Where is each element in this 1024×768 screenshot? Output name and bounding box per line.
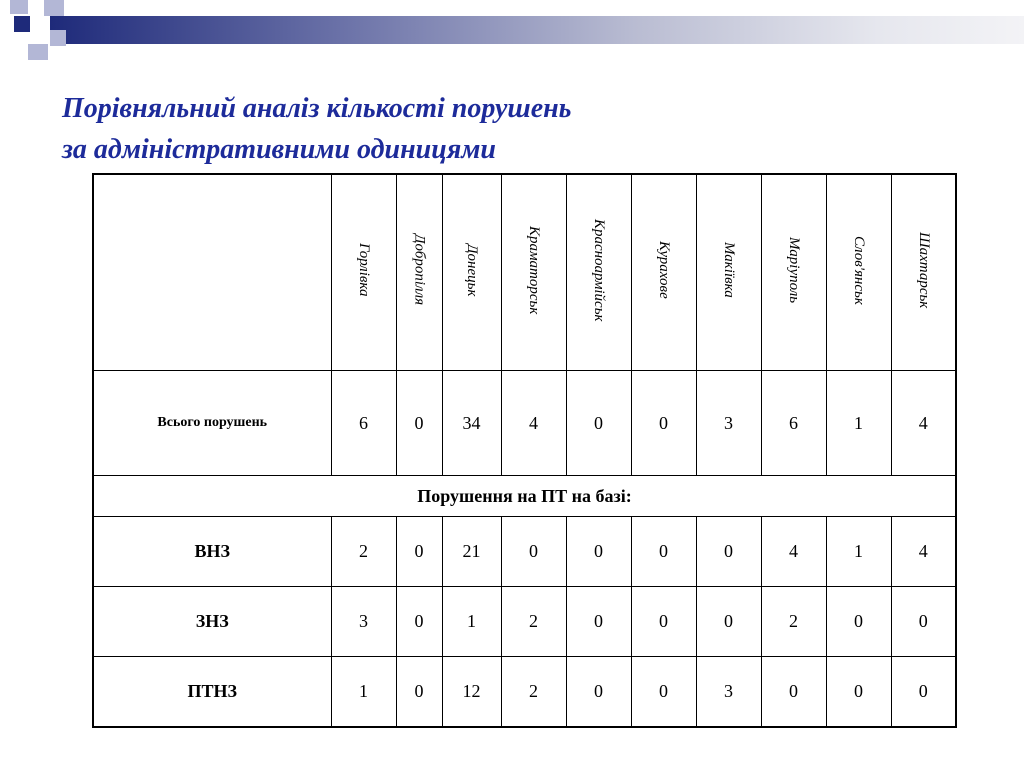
table-cell: 3 bbox=[696, 657, 761, 728]
table-cell: 0 bbox=[396, 371, 442, 476]
table-cell: 6 bbox=[761, 371, 826, 476]
column-header: Маріуполь bbox=[761, 174, 826, 371]
table-cell: 1 bbox=[331, 657, 396, 728]
table-row bbox=[93, 587, 956, 657]
table-row bbox=[93, 517, 956, 587]
table-cell: 0 bbox=[396, 657, 442, 728]
table-cell: 4 bbox=[891, 517, 956, 587]
column-header: Макіївка bbox=[696, 174, 761, 371]
column-header: Добропілля bbox=[396, 174, 442, 371]
column-header: Донецьк bbox=[442, 174, 501, 371]
title-line-2: за адміністративними одиницями bbox=[62, 134, 496, 165]
header-decoration bbox=[0, 0, 1024, 70]
table-cell: 4 bbox=[501, 371, 566, 476]
title-line-1: Порівняльний аналіз кількості порушень bbox=[62, 93, 572, 124]
header-row bbox=[93, 174, 956, 371]
table-cell: 0 bbox=[631, 371, 696, 476]
table-cell: 0 bbox=[826, 657, 891, 728]
table-cell: 0 bbox=[696, 517, 761, 587]
header-gradient-bar bbox=[50, 16, 1024, 44]
column-header: Красноармійськ bbox=[566, 174, 631, 371]
deco-square bbox=[28, 44, 48, 60]
table-cell: 3 bbox=[331, 587, 396, 657]
table-cell: 4 bbox=[891, 371, 956, 476]
table-cell: 2 bbox=[501, 587, 566, 657]
row-label: ВНЗ bbox=[93, 517, 331, 587]
table-cell: 0 bbox=[696, 587, 761, 657]
row-label: Всього порушень bbox=[93, 371, 331, 476]
table-cell: 0 bbox=[631, 587, 696, 657]
page-title bbox=[62, 88, 962, 170]
table-cell: 2 bbox=[501, 657, 566, 728]
corner-cell bbox=[93, 174, 331, 371]
row-label: ПТНЗ bbox=[93, 657, 331, 728]
table-cell: 4 bbox=[761, 517, 826, 587]
subheader-row bbox=[93, 476, 956, 517]
table-cell: 0 bbox=[891, 657, 956, 728]
table-cell: 1 bbox=[826, 371, 891, 476]
violations-table bbox=[92, 173, 957, 728]
table-cell: 2 bbox=[761, 587, 826, 657]
table-cell: 1 bbox=[826, 517, 891, 587]
deco-square bbox=[30, 16, 50, 36]
column-header: Краматорськ bbox=[501, 174, 566, 371]
table-cell: 6 bbox=[331, 371, 396, 476]
table-row bbox=[93, 657, 956, 728]
column-header: Слов'янськ bbox=[826, 174, 891, 371]
table-cell: 21 bbox=[442, 517, 501, 587]
subheader-cell: Порушення на ПТ на базі: bbox=[93, 476, 956, 517]
table-cell: 0 bbox=[396, 517, 442, 587]
table-cell: 0 bbox=[631, 657, 696, 728]
table-cell: 0 bbox=[501, 517, 566, 587]
table-cell: 0 bbox=[566, 517, 631, 587]
table-cell: 1 bbox=[442, 587, 501, 657]
deco-square bbox=[10, 0, 28, 14]
table-cell: 3 bbox=[696, 371, 761, 476]
column-header: Горлівка bbox=[331, 174, 396, 371]
row-label: ЗНЗ bbox=[93, 587, 331, 657]
table-cell: 2 bbox=[331, 517, 396, 587]
table-cell: 34 bbox=[442, 371, 501, 476]
table-cell: 0 bbox=[566, 587, 631, 657]
table-cell: 0 bbox=[631, 517, 696, 587]
column-header: Шахтарськ bbox=[891, 174, 956, 371]
table-cell: 0 bbox=[891, 587, 956, 657]
total-row bbox=[93, 371, 956, 476]
column-header: Курахове bbox=[631, 174, 696, 371]
deco-square bbox=[44, 0, 64, 16]
table-cell: 0 bbox=[566, 371, 631, 476]
table-cell: 0 bbox=[566, 657, 631, 728]
table-cell: 0 bbox=[761, 657, 826, 728]
deco-square bbox=[14, 16, 30, 32]
deco-square bbox=[50, 30, 66, 46]
table-cell: 0 bbox=[826, 587, 891, 657]
table-cell: 0 bbox=[396, 587, 442, 657]
table-cell: 12 bbox=[442, 657, 501, 728]
